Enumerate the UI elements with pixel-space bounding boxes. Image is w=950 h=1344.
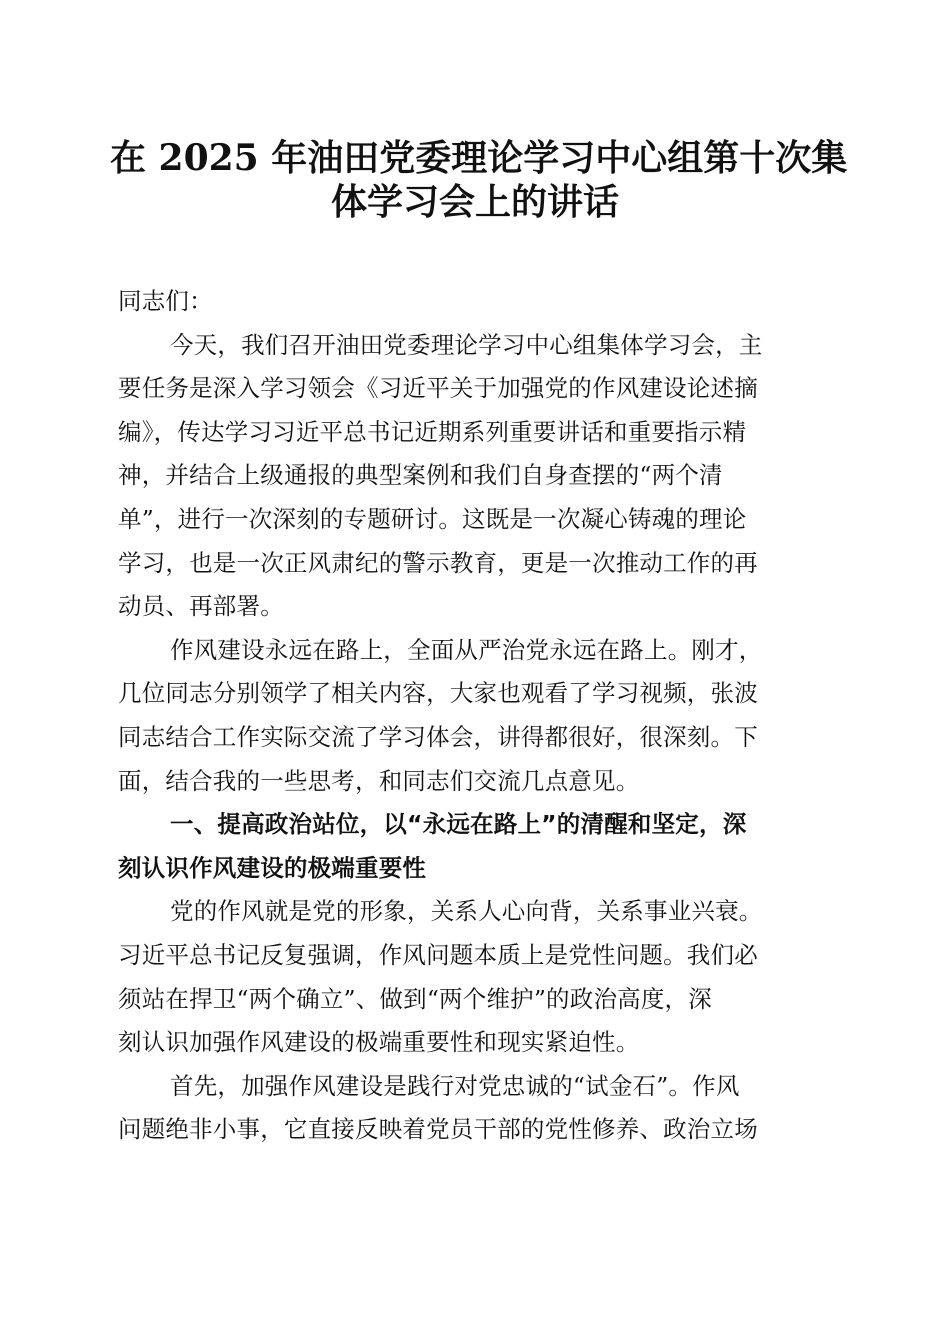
paragraph-line: 习近平总书记反复强调，作风问题本质上是党性问题。我们必: [118, 940, 758, 969]
speech-body: [118, 280, 830, 1152]
paragraph-line: 同志结合工作实际交流了学习体会，讲得都很好，很深刻。下: [118, 722, 758, 751]
paragraph-line: 党的作风就是党的形象，关系人心向背，关系事业兴衰。: [170, 897, 763, 926]
heading-line: 刻认识作风建设的极端重要性: [118, 853, 427, 882]
speech-title: [110, 136, 848, 224]
paragraph-line: 编》，传达学习习近平总书记近期系列重要讲话和重要指示精: [118, 417, 747, 446]
paragraph-opening: [118, 324, 830, 629]
paragraph-line: 须站在捍卫“两个确立”、做到“两个维护”的政治高度，深: [118, 984, 712, 1013]
paragraph-line: 动员、再部署。: [118, 592, 284, 621]
paragraph-line: 要任务是深入学习领会《习近平关于加强党的作风建设论述摘: [118, 374, 758, 403]
title-line-2: 体学习会上的讲话: [330, 181, 619, 223]
paragraph-line: 今天，我们召开油田党委理论学习中心组集体学习会，主: [170, 330, 763, 359]
paragraph-context: [118, 629, 830, 803]
title-line-1: 在 2025 年油田党委理论学习中心组第十次集: [110, 137, 848, 179]
paragraph-line: 学习，也是一次正风肃纪的警示教育，更是一次推动工作的再: [118, 548, 758, 577]
heading-line: 一、提高政治站位，以“永远在路上”的清醒和坚定，深: [170, 810, 747, 839]
paragraph-line: 作风建设永远在路上，全面从严治党永远在路上。刚才，: [170, 635, 763, 664]
paragraph-line: 首先，加强作风建设是践行对党忠诚的“试金石”。作风: [170, 1071, 740, 1100]
section-heading-1: [118, 803, 830, 890]
paragraph-line: 问题绝非小事，它直接反映着党员干部的党性修养、政治立场: [118, 1115, 758, 1144]
paragraph-line: 面，结合我的一些思考，和同志们交流几点意见。: [118, 766, 640, 795]
paragraph-line: 单”，进行一次深刻的专题研讨。这既是一次凝心铸魂的理论: [118, 504, 747, 533]
salutation: 同志们：: [118, 287, 213, 315]
paragraph-line: 刻认识加强作风建设的极端重要性和现实紧迫性。: [118, 1028, 640, 1057]
paragraph-line: 神，并结合上级通报的典型案例和我们自身查摆的“两个清: [118, 461, 723, 490]
paragraph-line: 几位同志分别领学了相关内容，大家也观看了学习视频，张波: [118, 679, 758, 708]
paragraph-section-1-intro: [118, 890, 830, 1064]
paragraph-first-point: [118, 1065, 830, 1152]
